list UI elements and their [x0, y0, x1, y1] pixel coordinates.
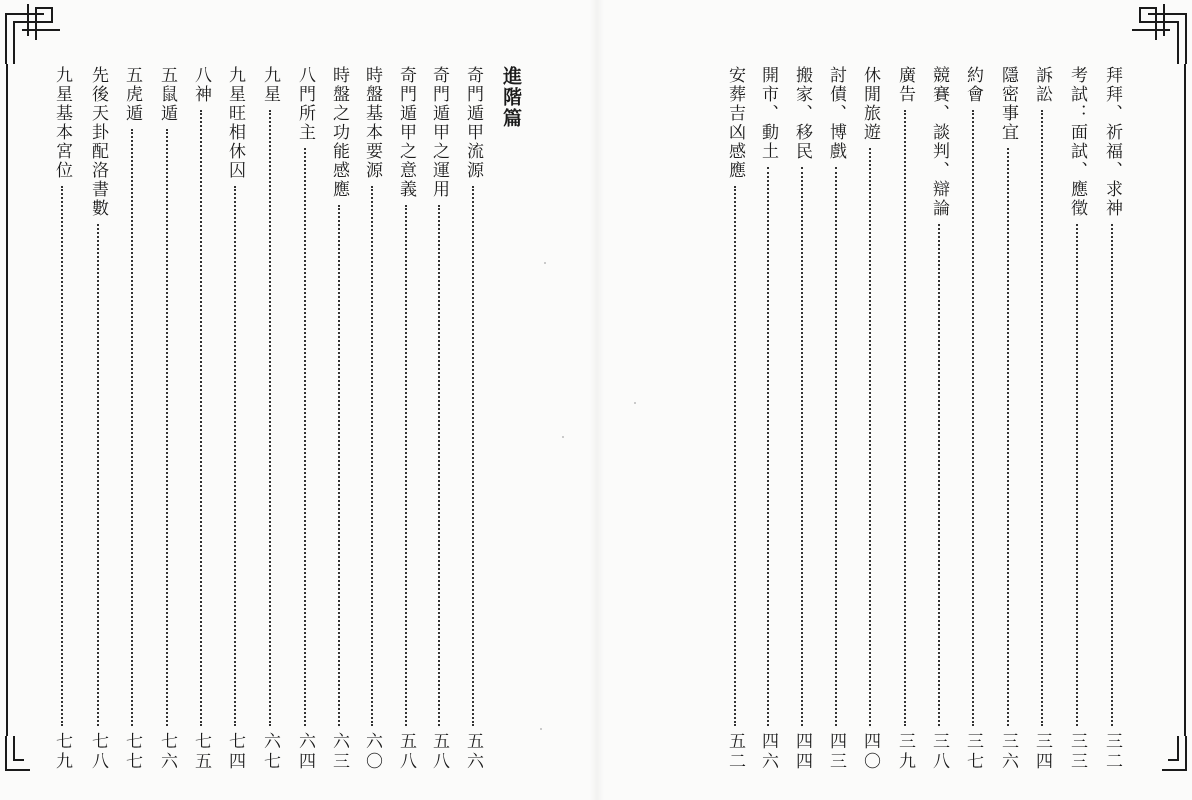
dot-leader — [234, 186, 236, 726]
toc-entry[interactable] — [51, 66, 73, 772]
toc-entry-title: 時盤之功能感應 — [329, 66, 349, 199]
toc-entry-title: 時盤基本要源 — [362, 66, 382, 180]
toc-entry[interactable] — [997, 66, 1019, 772]
toc-entry-page: 三七 — [963, 732, 983, 772]
toc-entry-title: 奇門遁甲流源 — [463, 66, 483, 180]
toc-entry[interactable] — [87, 66, 109, 772]
dot-leader — [835, 167, 837, 726]
toc-entry-page: 三九 — [895, 732, 915, 772]
dot-leader — [1041, 110, 1043, 726]
dot-leader — [869, 148, 871, 726]
dot-leader — [472, 186, 474, 726]
toc-entry-page: 三六 — [998, 732, 1018, 772]
dot-leader — [734, 186, 736, 726]
toc-entry-page: 七五 — [191, 732, 211, 772]
dot-leader — [405, 205, 407, 726]
toc-entry-title: 安葬吉凶感應 — [725, 66, 745, 180]
toc-entry-page: 六四 — [295, 732, 315, 772]
paper-speck — [544, 262, 546, 264]
toc-entry[interactable] — [224, 66, 246, 772]
toc-entry-page: 六七 — [260, 732, 280, 772]
toc-entry-title: 九星 — [260, 66, 280, 104]
toc-entry-page: 七四 — [225, 732, 245, 772]
toc-entry[interactable] — [294, 66, 316, 772]
dot-leader — [166, 129, 168, 726]
paper-speck — [562, 436, 564, 438]
corner-ornament-icon — [1128, 736, 1192, 800]
toc-entry-title: 約會 — [963, 66, 983, 104]
dot-leader — [304, 148, 306, 726]
toc-entry[interactable] — [724, 66, 746, 772]
toc-entry-title: 八神 — [191, 66, 211, 104]
toc-entry-page: 六三 — [329, 732, 349, 772]
toc-entry[interactable] — [361, 66, 383, 772]
dot-leader — [767, 167, 769, 726]
toc-entry-title: 奇門遁甲之運用 — [429, 66, 449, 199]
toc-entry-title: 八門所主 — [295, 66, 315, 142]
paper-speck — [634, 402, 636, 404]
toc-entry-title: 訴訟 — [1032, 66, 1052, 104]
toc-entry[interactable] — [259, 66, 281, 772]
toc-entry-title: 休閒旅遊 — [860, 66, 880, 142]
toc-entry-page: 五二 — [725, 732, 745, 772]
toc-entry-title: 搬家、移民 — [792, 66, 812, 161]
dot-leader — [131, 129, 133, 726]
toc-entry-page: 三八 — [929, 732, 949, 772]
toc-entry-page: 三二 — [1102, 732, 1122, 772]
toc-entry-page: 六〇 — [362, 732, 382, 772]
dot-leader — [801, 167, 803, 726]
toc-entry-title: 開市、動土 — [758, 66, 778, 161]
toc-entry-page: 七六 — [157, 732, 177, 772]
dot-leader — [1007, 148, 1009, 726]
dot-leader — [269, 110, 271, 726]
toc-entry-title: 五虎遁 — [122, 66, 142, 123]
toc-entry-title: 討債、博戲 — [826, 66, 846, 161]
toc-entry[interactable] — [462, 66, 484, 772]
dot-leader — [904, 110, 906, 726]
toc-entry-page: 三三 — [1067, 732, 1087, 772]
toc-entry[interactable] — [791, 66, 813, 772]
dot-leader — [61, 186, 63, 726]
page-border-right — [1182, 64, 1186, 736]
toc-entry-page: 五六 — [463, 732, 483, 772]
toc-entry-page: 五八 — [429, 732, 449, 772]
toc-entry-title: 拜拜、祈福、求神 — [1102, 66, 1122, 218]
toc-entry-page: 四三 — [826, 732, 846, 772]
toc-entry-page: 七八 — [88, 732, 108, 772]
page-gutter — [590, 0, 604, 800]
toc-entry[interactable] — [156, 66, 178, 772]
toc-entry-title: 競賽、談判、辯論 — [929, 66, 949, 218]
dot-leader — [938, 224, 940, 726]
dot-leader — [1076, 224, 1078, 726]
toc-entry-title: 考試：面試、應徵 — [1067, 66, 1087, 218]
toc-entry-title: 九星基本宮位 — [52, 66, 72, 180]
toc-entry-title: 先後天卦配洛書數 — [88, 66, 108, 218]
corner-ornament-icon — [0, 0, 64, 64]
toc-entry-page: 五八 — [396, 732, 416, 772]
page-border-left — [6, 64, 10, 736]
dot-leader — [371, 186, 373, 726]
dot-leader — [972, 110, 974, 726]
toc-entry-title: 廣告 — [895, 66, 915, 104]
toc-entry[interactable] — [395, 66, 417, 772]
toc-entry[interactable] — [1066, 66, 1088, 772]
dot-leader — [438, 205, 440, 726]
toc-entry[interactable] — [757, 66, 779, 772]
toc-entry-title: 奇門遁甲之意義 — [396, 66, 416, 199]
dot-leader — [1111, 224, 1113, 726]
toc-entry[interactable] — [121, 66, 143, 772]
section-heading-text: 進階篇 — [500, 66, 522, 129]
toc-entry-title: 五鼠遁 — [157, 66, 177, 123]
toc-entry-page: 四〇 — [860, 732, 880, 772]
toc-entry-page: 七九 — [52, 732, 72, 772]
toc-entry[interactable] — [190, 66, 212, 772]
dot-leader — [200, 110, 202, 726]
paper-speck — [540, 728, 542, 730]
toc-entry[interactable] — [1031, 66, 1053, 772]
toc-entry[interactable] — [859, 66, 881, 772]
toc-entry-title: 隱密事宜 — [998, 66, 1018, 142]
toc-entry-page: 七七 — [122, 732, 142, 772]
toc-entry[interactable] — [962, 66, 984, 772]
dot-leader — [97, 224, 99, 726]
dot-leader — [338, 205, 340, 726]
toc-entry-title: 九星旺相休囚 — [225, 66, 245, 180]
toc-entry[interactable] — [328, 66, 350, 772]
toc-entry[interactable] — [928, 66, 950, 772]
corner-ornament-icon — [1128, 0, 1192, 64]
section-heading — [500, 66, 522, 772]
toc-entry-page: 四四 — [792, 732, 812, 772]
toc-entry[interactable] — [1101, 66, 1123, 772]
toc-entry-page: 三四 — [1032, 732, 1052, 772]
toc-entry[interactable] — [825, 66, 847, 772]
toc-entry[interactable] — [428, 66, 450, 772]
toc-entry-page: 四六 — [758, 732, 778, 772]
toc-entry[interactable] — [894, 66, 916, 772]
